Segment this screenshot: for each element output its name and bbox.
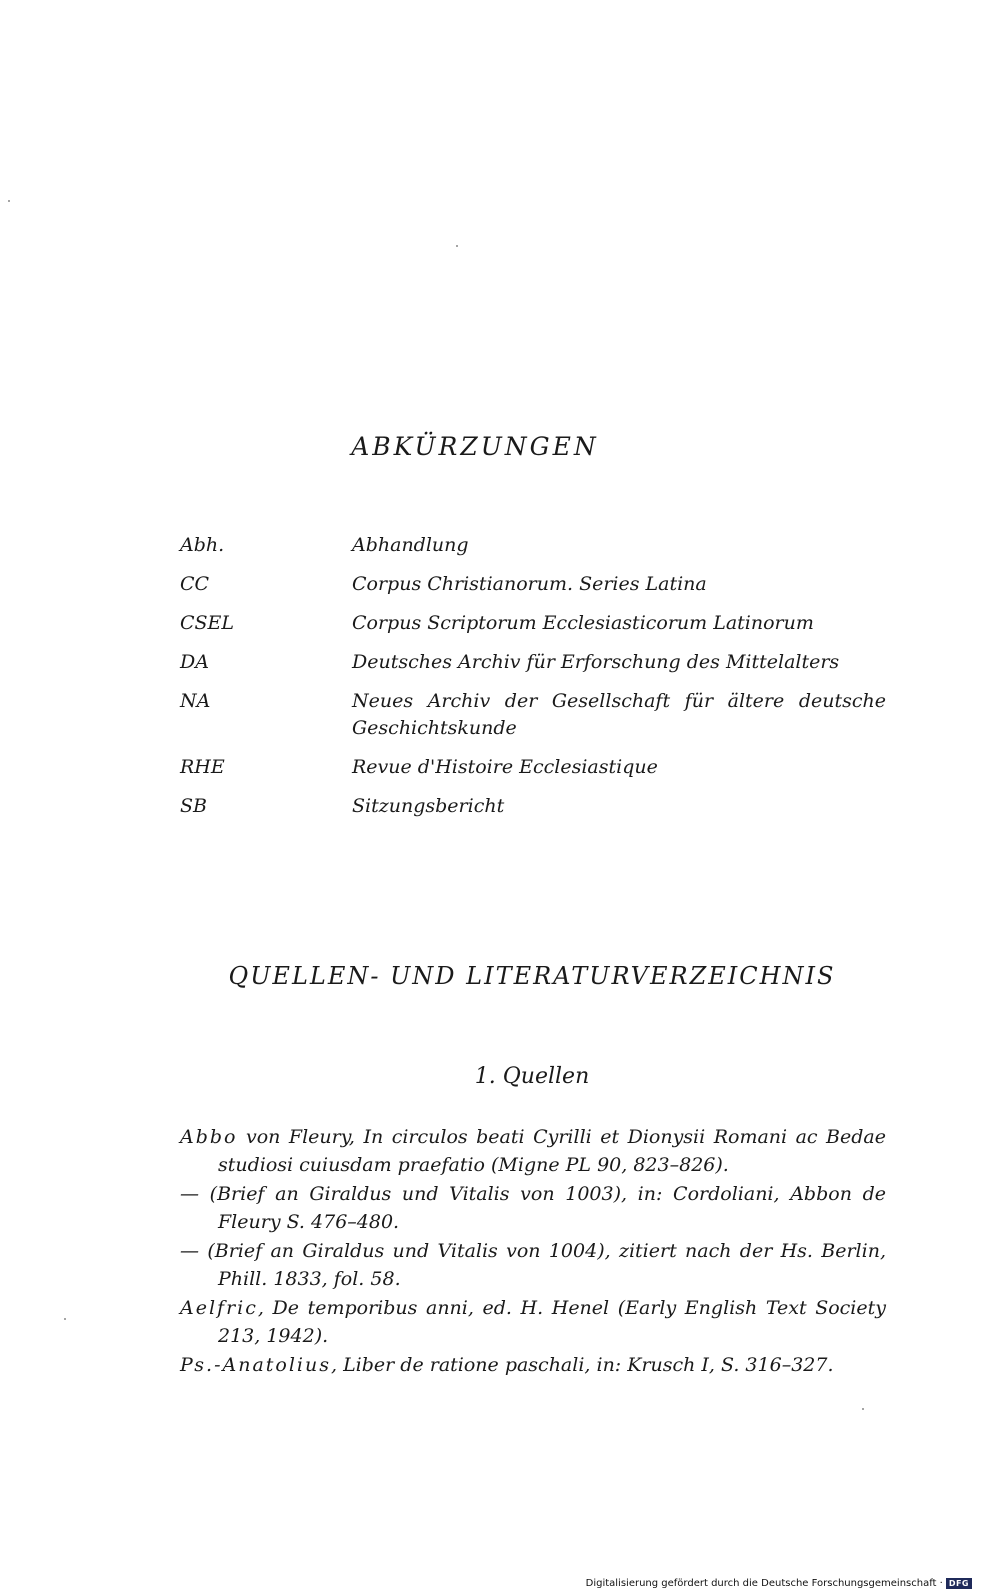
source-text: (Brief an Giraldus und Vitalis von 1003), in: Cordoliani, Abbon de Fleury S. 476–480. [199,1183,886,1233]
source-entry [180,1351,886,1379]
scan-speck [64,1318,66,1320]
abbreviation-value: Abhandlung [352,534,469,556]
abbreviation-row [180,610,886,637]
section-heading-sources: 1. Quellen [474,1064,590,1089]
abbreviation-row [180,793,886,820]
footer-text: Digitalisierung gefördert durch die Deutsche Forschungsgemeinschaft · [585,1578,943,1589]
digitization-footer [586,1578,972,1589]
source-text: von Fleury, In circulos beati Cyrilli et Dionysii Romani ac Bedae studiosi cuiusdam praefatio (Migne PL 90, 823–826). [218,1126,886,1176]
abbreviation-row [180,688,886,742]
source-text: (Brief an Giraldus und Vitalis von 1004), zitiert nach der Hs. Berlin, Phill. 1833, fol. 58. [199,1240,886,1290]
abbreviation-key: RHE [180,756,225,778]
sources-list [180,1123,886,1380]
source-text: , De temporibus anni, ed. H. Henel (Early English Text Society 213, 1942). [218,1297,886,1347]
source-author: — [180,1240,199,1262]
abbreviations-title: ABKÜRZUNGEN [351,432,599,461]
abbreviation-value: Neues Archiv der Gesellschaft für ältere deutsche Geschichtskunde [352,690,886,739]
scan-speck [8,200,10,202]
source-entry [180,1123,886,1179]
source-entry [180,1180,886,1236]
abbreviation-value: Revue d'Histoire Ecclesiastique [352,756,658,778]
scan-speck [862,1408,864,1410]
abbreviation-row [180,649,886,676]
dfg-logo-icon: DFG [946,1578,972,1589]
source-entry [180,1294,886,1350]
source-author: — [180,1183,199,1205]
abbreviation-key: Abh. [180,534,225,556]
abbreviation-value: Sitzungsbericht [352,795,505,817]
abbreviations-table [180,532,886,832]
abbreviation-row [180,571,886,598]
abbreviation-row [180,754,886,781]
abbreviation-key: CSEL [180,612,235,634]
source-entry [180,1237,886,1293]
abbreviation-value: Corpus Scriptorum Ecclesiasticorum Latinorum [352,612,814,634]
abbreviation-key: CC [180,573,210,595]
source-text: , Liber de ratione paschali, in: Krusch I, S. 316–327. [330,1354,834,1376]
abbreviation-row [180,532,886,559]
source-author: Aelfric [180,1297,258,1319]
abbreviation-value: Deutsches Archiv für Erforschung des Mittelalters [352,651,840,673]
scan-speck [456,245,458,247]
abbreviation-key: SB [180,795,207,817]
source-author: Abbo [180,1126,238,1148]
abbreviation-value: Corpus Christianorum. Series Latina [352,573,707,595]
abbreviation-key: NA [180,690,211,712]
source-author: Ps.-Anatolius [180,1354,331,1376]
literature-title: QUELLEN- UND LITERATURVERZEICHNIS [228,962,836,990]
abbreviation-key: DA [180,651,209,673]
